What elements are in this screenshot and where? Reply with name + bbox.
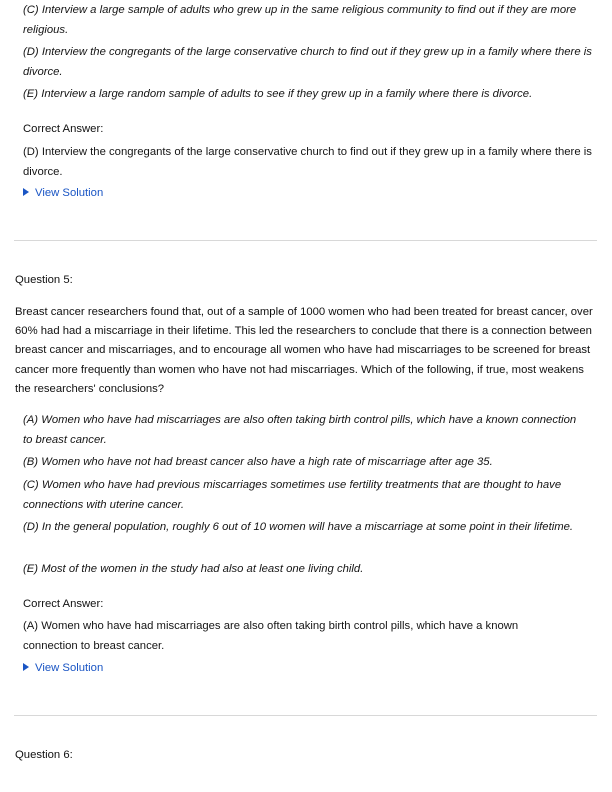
q5-title: Question 5: bbox=[15, 274, 73, 286]
q4-option-e: (E) Interview a large random sample of adults to see if they grew up in a family where there is divorce. bbox=[23, 88, 533, 100]
q4-option-d: (D) Interview the congregants of the large conservative church to find out if they grew up in a family where there is divorce. bbox=[23, 46, 592, 78]
q5-correct-answer-label: Correct Answer: bbox=[23, 598, 104, 610]
q5-option-c: (C) Women who have had previous miscarriages sometimes use fertility treatments that are thought to have connections with uterine cancer. bbox=[23, 479, 562, 511]
q5-prompt: Breast cancer researchers found that, out of a sample of 1000 women who had been treated for breast cancer, over 60% had had a miscarriage in their lifetime. This led the researchers to conclude that there is a connection between breast cancer and miscarriages, and to encourage all women who have had miscarriages to be screened for breast cancer more frequently than women who have not had miscarriages. Which of the following, if true, most weakens the researchers' conclusions? bbox=[15, 306, 593, 395]
triangle-right-icon bbox=[23, 188, 29, 196]
q5-correct-answer: (A) Women who have had miscarriages are also often taking birth control pills, which have a known connection to breast cancer. bbox=[23, 620, 519, 652]
q4-correct-answer-label: Correct Answer: bbox=[23, 123, 104, 135]
q5-view-solution-link[interactable] bbox=[23, 660, 103, 676]
q5-option-a: (A) Women who have had miscarriages are also often taking birth control pills, which have a known connection to breast cancer. bbox=[23, 414, 577, 446]
triangle-right-icon bbox=[23, 663, 29, 671]
divider bbox=[14, 715, 597, 716]
q5-option-d: (D) In the general population, roughly 6 out of 10 women will have a miscarriage at some point in their lifetime. bbox=[23, 521, 574, 533]
q4-view-solution-link[interactable] bbox=[23, 185, 103, 201]
q5-option-e: (E) Most of the women in the study had also at least one living child. bbox=[23, 563, 364, 575]
q5-view-solution-label: View Solution bbox=[35, 662, 104, 674]
divider bbox=[14, 240, 597, 241]
q4-correct-answer: (D) Interview the congregants of the large conservative church to find out if they grew up in a family where there is divorce. bbox=[23, 146, 592, 178]
q4-option-c: (C) Interview a large sample of adults who grew up in the same religious community to find out if they are more religious. bbox=[23, 4, 577, 36]
q6-title: Question 6: bbox=[15, 749, 73, 761]
q4-view-solution-label: View Solution bbox=[35, 187, 104, 199]
q5-option-b: (B) Women who have not had breast cancer also have a high rate of miscarriage after age 35. bbox=[23, 456, 493, 468]
